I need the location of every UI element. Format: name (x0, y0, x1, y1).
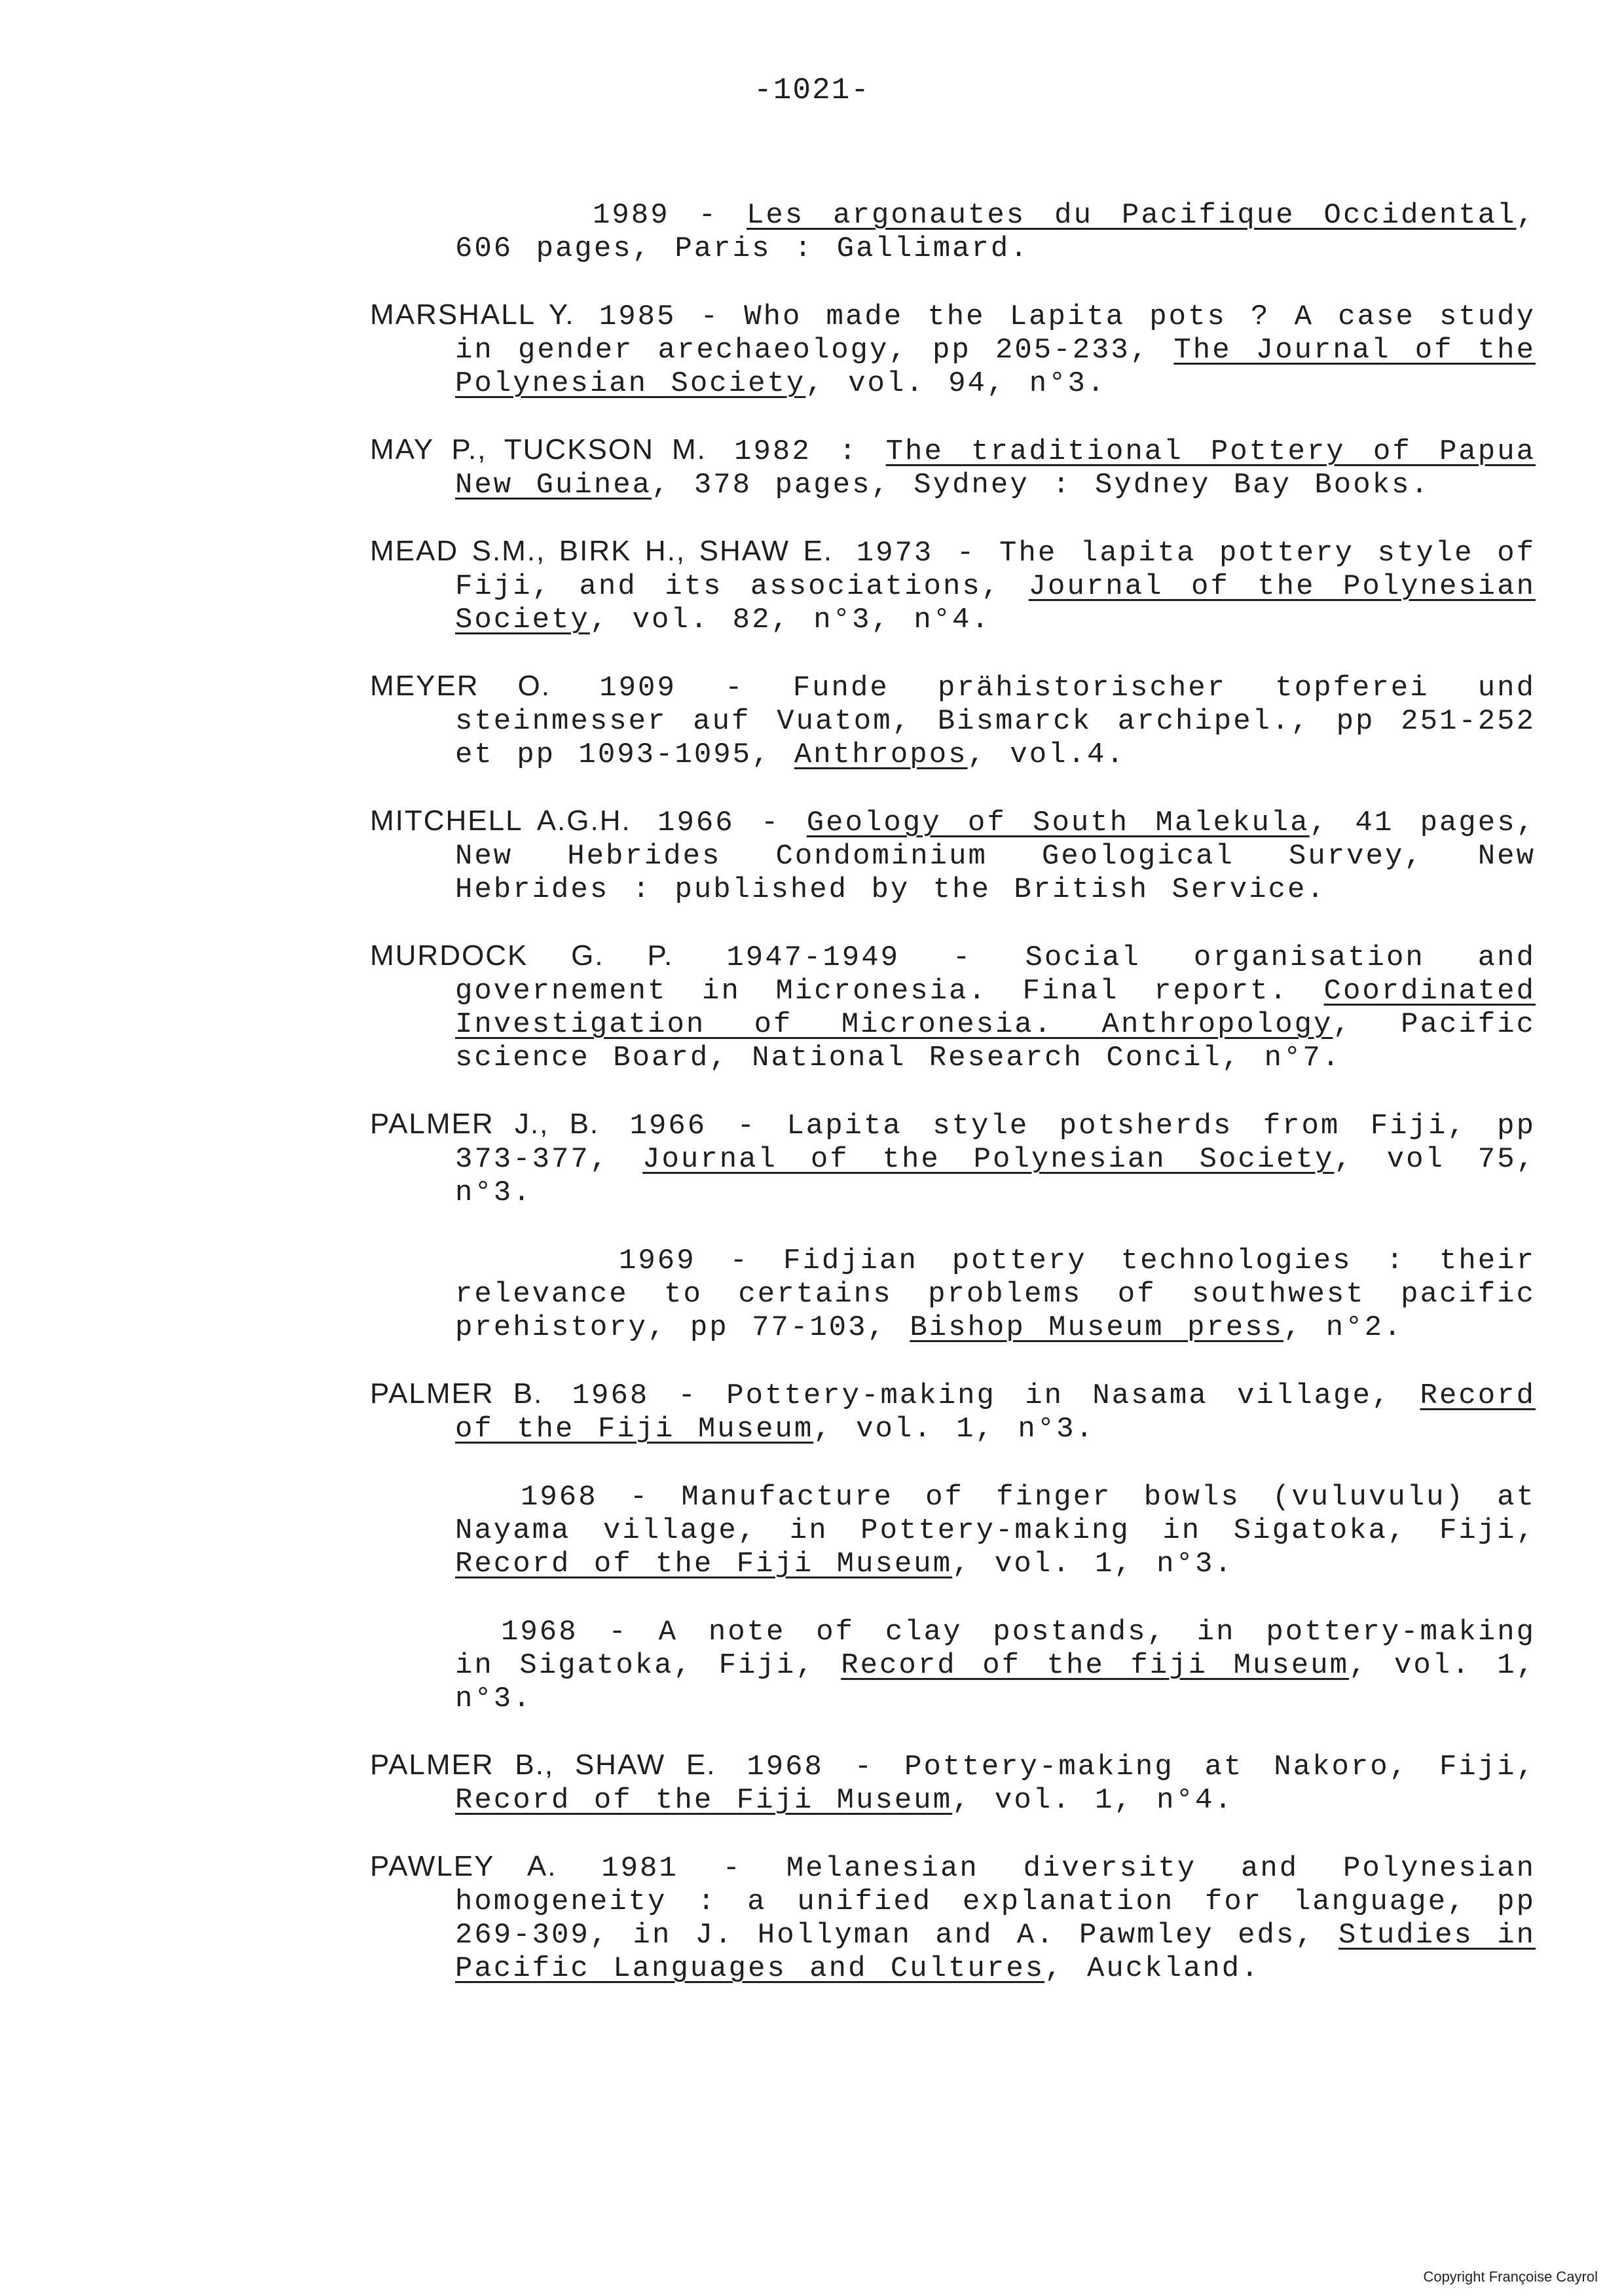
reference-author: PALMER B., SHAW E. (370, 1749, 716, 1781)
reference-author: MURDOCK G. P. (370, 939, 674, 972)
reference-author: PAWLEY A. (370, 1850, 557, 1882)
reference-details: , vol. 94, n°3. (805, 367, 1107, 400)
reference-author: PALMER J., B. (370, 1108, 600, 1140)
reference-text: 1969 - Fidjian pottery technologies : their relevance to certains problems of southwest pacific prehistory, pp 77-103, (455, 1245, 1536, 1344)
reference-entry (370, 433, 1536, 502)
reference-text: 1966 - Lapita style potsherds from Fiji, pp 373-377, (455, 1110, 1536, 1176)
reference-entry (370, 1242, 1536, 1345)
reference-author: PALMER B. (370, 1377, 544, 1410)
reference-author: MITCHELL A.G.H. (370, 805, 631, 837)
reference-text: 1968 - Manufacture of finger bowls (vuluvulu) at Nayama village, in Pottery-making in Sigatoka, Fiji, (455, 1481, 1536, 1547)
reference-details: , vol. 1, n°3. (813, 1413, 1095, 1446)
reference-entry (370, 1478, 1536, 1581)
reference-entry (370, 1850, 1536, 1986)
reference-details: , vol 75, n°3. (455, 1143, 1536, 1209)
reference-details: , vol.4. (967, 738, 1126, 771)
reference-text: 1973 - The lapita pottery style of Fiji, and its associations, (455, 537, 1536, 603)
reference-details: , Pacific science Board, National Research Concil, n°7. (455, 1008, 1536, 1074)
reference-author: MEAD S.M., BIRK H., SHAW E. (370, 535, 834, 567)
reference-entry (370, 1377, 1536, 1446)
reference-text: 1966 - (631, 807, 807, 839)
reference-text: 1909 - Funde prähistorischer topferei und steinmesser auf Vuatom, Bismarck archipel., pp 251-252 et pp 1093-1095, (455, 672, 1536, 771)
reference-title: Journal of the Polynesian Society (642, 1143, 1335, 1176)
reference-entry (370, 534, 1536, 637)
reference-title: The traditional Pottery of Papua New Guinea (455, 435, 1536, 501)
reference-details: , 606 pages, Paris : Gallimard. (455, 199, 1536, 265)
reference-text: 1968 - A note of clay postands, in pottery-making in Sigatoka, Fiji, (455, 1616, 1536, 1682)
reference-entry (370, 804, 1536, 907)
reference-entry (370, 1748, 1536, 1817)
reference-text: 1968 - Pottery-making at Nakoro, Fiji, (716, 1751, 1536, 1783)
reference-title: Anthropos (794, 738, 968, 771)
reference-details: , Auckland. (1044, 1952, 1261, 1985)
reference-author: MEYER O. (370, 670, 551, 702)
reference-entry (370, 1107, 1536, 1210)
reference-details: , 41 pages, New Hebrides Condominium Geological Survey, New Hebrides : published by the British Service. (455, 807, 1536, 906)
reference-title: Studies in Pacific Languages and Cultures (455, 1919, 1536, 1985)
reference-title: Les argonautes du Pacifique Occidental (746, 199, 1517, 232)
reference-author: MAY P., TUCKSON M. (370, 433, 707, 465)
reference-details: , vol. 1, n°4. (952, 1784, 1234, 1817)
reference-details: , vol. 1, n°3. (455, 1649, 1536, 1715)
reference-details: , 378 pages, Sydney : Sydney Bay Books. (652, 469, 1430, 501)
reference-title: Record of the fiji Museum (841, 1649, 1350, 1682)
reference-text: 1985 - Who made the Lapita pots ? A case study in gender arechaeology, pp 205-233, (455, 301, 1536, 367)
page-number: -1021- (754, 73, 870, 107)
reference-entry (370, 196, 1536, 266)
reference-title: Bishop Museum press (910, 1311, 1283, 1344)
reference-details: , n°2. (1283, 1311, 1403, 1344)
reference-entry (370, 298, 1536, 401)
reference-title: Record of the Fiji Museum (455, 1548, 953, 1580)
reference-title: The Journal of the Polynesian Society (455, 334, 1536, 400)
reference-details: , vol. 1, n°3. (952, 1548, 1234, 1580)
reference-author: MARSHALL Y. (370, 299, 575, 331)
reference-details: , vol. 82, n°3, n°4. (589, 604, 991, 636)
copyright-notice: Copyright Françoise Cayrol (1423, 2269, 1598, 2285)
reference-entry (370, 1613, 1536, 1716)
reference-text: 1947-1949 - Social organisation and governement in Micronesia. Final report. (455, 941, 1536, 1008)
reference-text: 1968 - Pottery-making in Nasama village, (543, 1379, 1420, 1412)
reference-entry (370, 669, 1536, 772)
reference-text: 1981 - Melanesian diversity and Polynesian homogeneity : a unified explanation for language, pp 269-309, in J. Hollyman and A. Pawmley eds, (455, 1852, 1536, 1952)
reference-entry (370, 939, 1536, 1075)
reference-list (370, 196, 1536, 2018)
reference-title: Record of the Fiji Museum (455, 1379, 1536, 1446)
reference-title: Journal of the Polynesian Society (455, 570, 1536, 636)
reference-title: Coordinated Investigation of Micronesia. Anthropology (455, 975, 1536, 1041)
reference-title: Record of the Fiji Museum (455, 1784, 953, 1817)
reference-title: Geology of South Malekula (806, 807, 1310, 839)
reference-text: 1989 - (593, 199, 747, 232)
reference-text: 1982 : (706, 435, 886, 468)
